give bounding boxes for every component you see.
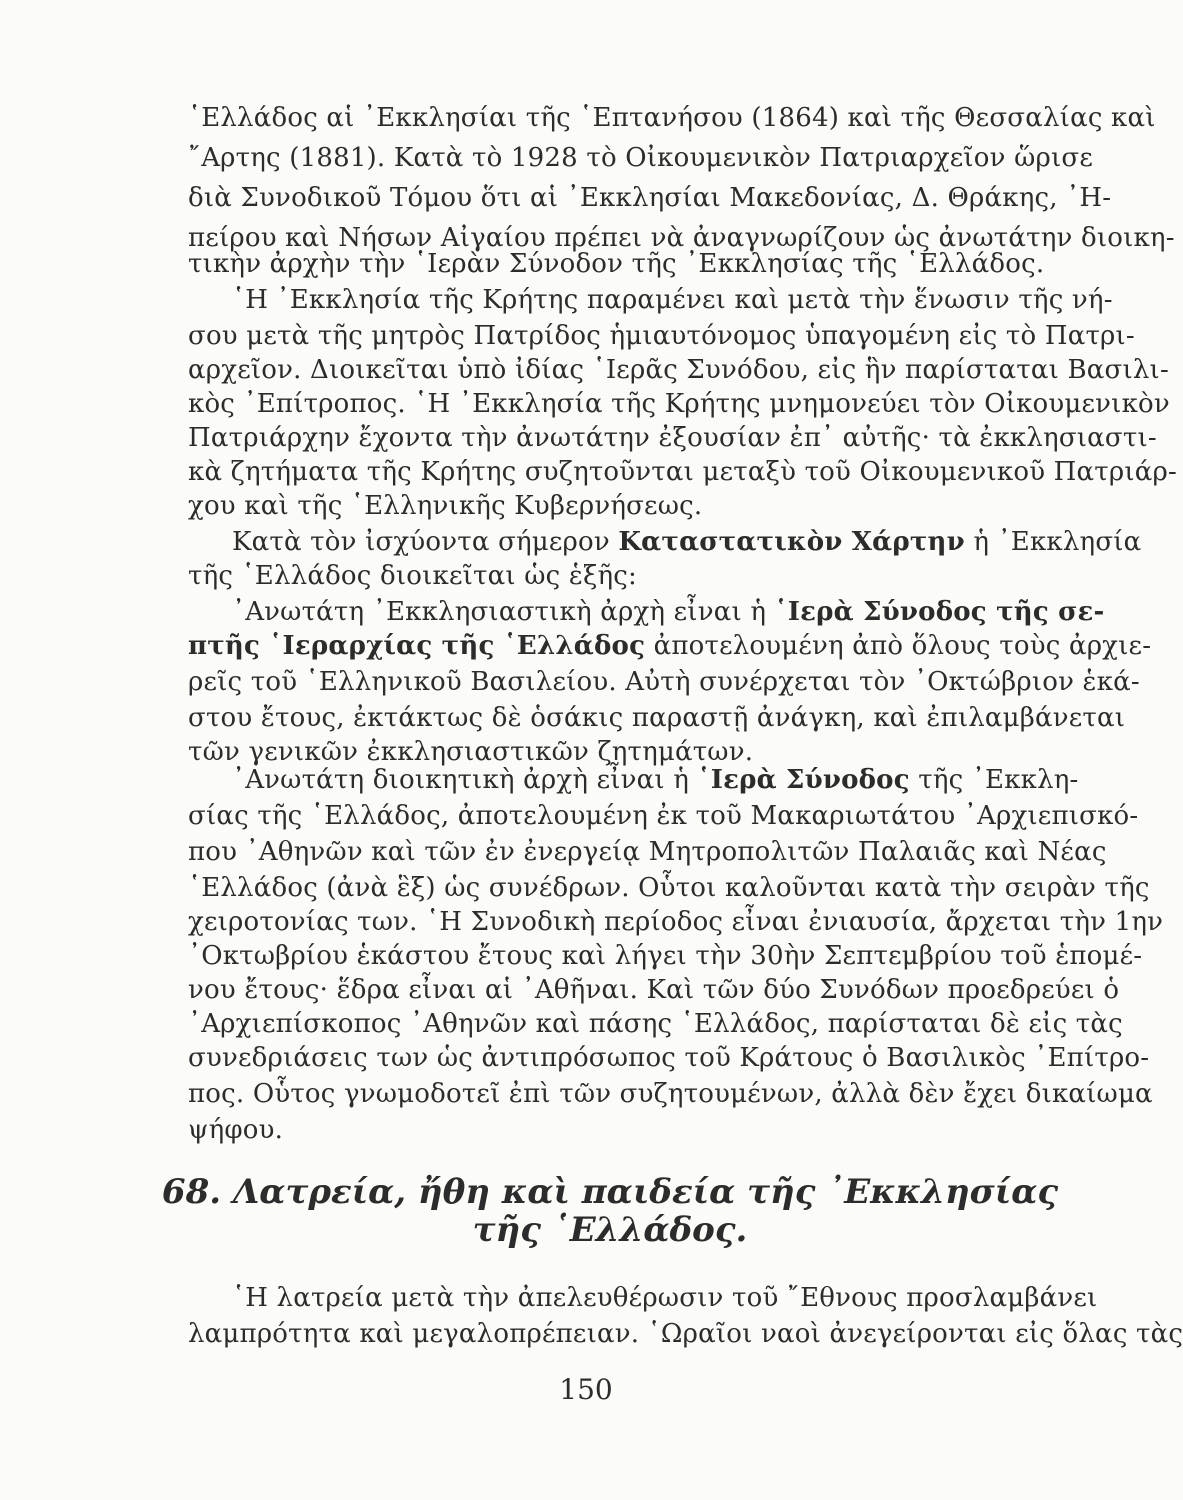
text-line: χειροτονίας των. ῾Η Συνοδικὴ περίοδος εἶναι ἐνιαυσία, ἄρχεται τὴν 1ην	[188, 907, 1164, 937]
text-line: ῎Αρτης (1881). Κατὰ τὸ 1928 τὸ Οἰκουμενικὸν Πατριαρχεῖον ὥρισε	[188, 143, 1093, 173]
text-line: πείρου καὶ Νήσων Αἰγαίου πρέπει νὰ ἀναγνωρίζουν ὡς ἀνωτάτην διοικη-	[188, 223, 1175, 253]
text-line: τικὴν ἀρχὴν τὴν ῾Ιερὰν Σύνοδον τῆς ᾿Εκκλησίας τῆς ῾Ελλάδος.	[188, 249, 1045, 279]
text-line: κὰ ζητήματα τῆς Κρήτης συζητοῦνται μεταξὺ τοῦ Οἰκουμενικοῦ Πατριάρ-	[188, 457, 1177, 487]
text-line: ψήφου.	[188, 1115, 284, 1145]
text-line: σίας τῆς ῾Ελλάδος, ἀποτελουμένη ἐκ τοῦ Μακαριωτάτου ᾿Αρχιεπισκό-	[188, 801, 1139, 831]
text-line: ῾Ελλάδος αἱ ᾿Εκκλησίαι τῆς ῾Επτανήσου (1864) καὶ τῆς Θεσσαλίας καὶ	[188, 103, 1156, 133]
text-line: που ᾿Αθηνῶν καὶ τῶν ἐν ἐνεργείᾳ Μητροπολιτῶν Παλαιᾶς καὶ Νέας	[188, 837, 1107, 867]
text-line: Κατὰ τὸν ἰσχύοντα σήμερον Καταστατικὸν Χάρτην ἡ ᾿Εκκλησία	[232, 527, 1142, 557]
text-line: στου ἔτους, ἐκτάκτως δὲ ὁσάκις παραστῇ ἀνάγκη, καὶ ἐπιλαμβάνεται	[188, 703, 1126, 733]
text-line: ᾿Ανωτάτη ᾿Εκκλησιαστικὴ ἀρχὴ εἶναι ἡ ῾Ιερὰ Σύνοδος τῆς σε-	[232, 597, 1105, 627]
text-line: νου ἔτους· ἕδρα εἶναι αἱ ᾿Αθῆναι. Καὶ τῶν δύο Συνόδων προεδρεύει ὁ	[188, 975, 1120, 1005]
text-line: σου μετὰ τῆς μητρὸς Πατρίδος ἡμιαυτόνομος ὑπαγομένη εἰς τὸ Πατρι-	[188, 321, 1135, 351]
text-line: ῾Η ᾿Εκκλησία τῆς Κρήτης παραμένει καὶ μετὰ τὴν ἕνωσιν τῆς νή-	[232, 285, 1113, 315]
text-line: χου καὶ τῆς ῾Ελληνικῆς Κυβερνήσεως.	[188, 491, 703, 521]
text-line: ῾Ελλάδος (ἀνὰ ἓξ) ὡς συνέδρων. Οὗτοι καλοῦνται κατὰ τὴν σειρὰν τῆς	[188, 873, 1150, 903]
text-line: ῾Η λατρεία μετὰ τὴν ἀπελευθέρωσιν τοῦ ῎Εθνους προσλαμβάνει	[232, 1283, 1098, 1313]
text-line: πτῆς ῾Ιεραρχίας τῆς ῾Ελλάδος ἀποτελουμένη ἀπὸ ὅλους τοὺς ἀρχιε-	[188, 631, 1152, 661]
bold-term: ῾Ιερὰ Σύνοδος	[697, 765, 910, 795]
text-line: συνεδριάσεις των ὡς ἀντιπρόσωπος τοῦ Κράτους ὁ Βασιλικὸς ᾿Επίτρο-	[188, 1043, 1150, 1073]
page-number: 150	[559, 1373, 613, 1406]
text-line: κὸς ᾿Επίτροπος. ῾Η ᾿Εκκλησία τῆς Κρήτης μνημονεύει τὸν Οἰκουμενικὸν	[188, 389, 1170, 419]
text-line: λαμπρότητα καὶ μεγαλοπρέπειαν. ῾Ωραῖοι ναοὶ ἀνεγείρονται εἰς ὅλας τὰς	[188, 1319, 1183, 1349]
section-heading: 68. Λατρεία, ἤθη καὶ παιδεία τῆς ᾿Εκκλησίας	[161, 1172, 1059, 1212]
text-line: διὰ Συνοδικοῦ Τόμου ὅτι αἱ ᾿Εκκλησίαι Μακεδονίας, Δ. Θράκης, ᾿Η-	[188, 183, 1112, 213]
text-line: ρεῖς τοῦ ῾Ελληνικοῦ Βασιλείου. Αὐτὴ συνέρχεται τὸν ᾿Οκτώβριον ἑκά-	[188, 667, 1140, 697]
bold-term: πτῆς ῾Ιεραρχίας τῆς ῾Ελλάδος	[188, 631, 646, 661]
text-line: Πατριάρχην ἔχοντα τὴν ἀνωτάτην ἐξουσίαν ἐπ᾿ αὐτῆς· τὰ ἐκκλησιαστι-	[188, 423, 1157, 453]
section-heading-continued: τῆς ῾Ελλάδος.	[472, 1210, 748, 1250]
text-line: τῆς ῾Ελλάδος διοικεῖται ὡς ἑξῆς:	[188, 561, 638, 591]
text-line: ᾿Οκτωβρίου ἑκάστου ἔτους καὶ λήγει τὴν 30ὴν Σεπτεμβρίου τοῦ ἑπομέ-	[188, 941, 1143, 971]
text-line: τῶν γενικῶν ἐκκλησιαστικῶν ζητημάτων.	[188, 737, 754, 767]
text-line: ᾿Ανωτάτη διοικητικὴ ἀρχὴ εἶναι ἡ ῾Ιερὰ Σύνοδος τῆς ᾿Εκκλη-	[232, 765, 1079, 795]
text-line: ᾿Αρχιεπίσκοπος ᾿Αθηνῶν καὶ πάσης ῾Ελλάδος, παρίσταται δὲ εἰς τὰς	[188, 1009, 1123, 1039]
text-line: αρχεῖον. Διοικεῖται ὑπὸ ἰδίας ῾Ιερᾶς Συνόδου, εἰς ἣν παρίσταται Βασιλι-	[188, 355, 1169, 385]
text-line: πος. Οὗτος γνωμοδοτεῖ ἐπὶ τῶν συζητουμένων, ἀλλὰ δὲν ἔχει δικαίωμα	[188, 1079, 1153, 1109]
bold-term: ῾Ιερὰ Σύνοδος τῆς σε-	[774, 597, 1105, 627]
bold-term: Καταστατικὸν Χάρτην	[618, 527, 965, 557]
